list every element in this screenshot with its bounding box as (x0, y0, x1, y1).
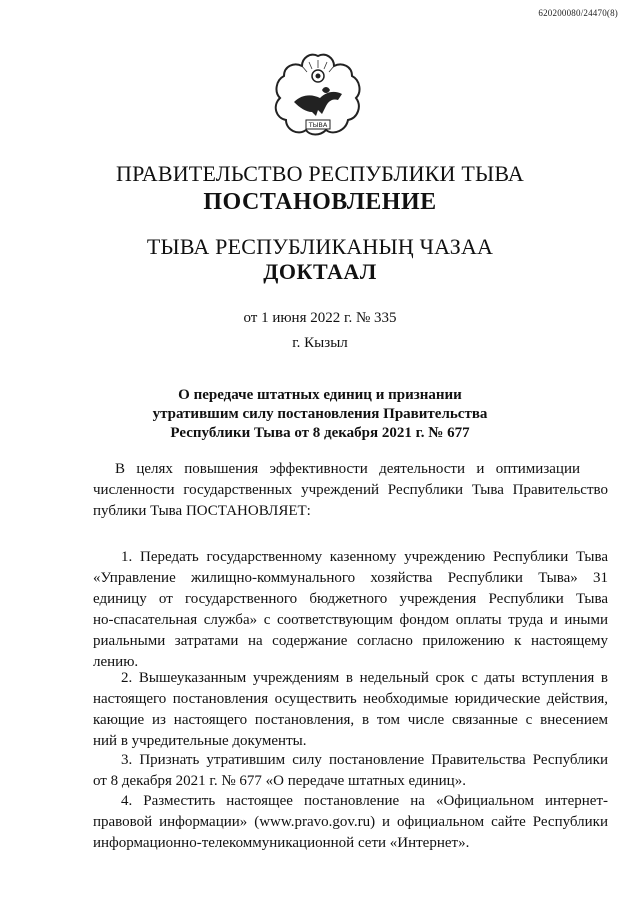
decree-title-tyva: ДОКТААЛ (263, 259, 377, 284)
subject-line: Республики Тыва от 8 декабря 2021 г. № 677 (170, 425, 470, 441)
government-title: ПРАВИТЕЛЬСТВО РЕСПУБЛИКИ ТЫВА (116, 161, 524, 186)
paragraph-line: 2. Вышеуказанным учреждениям в недельный срок с даты вступления в (121, 670, 608, 686)
paragraph-line: лению. (93, 654, 139, 670)
subject-line: утратившим силу постановления Правительства (152, 406, 488, 422)
svg-text:ТЫВА: ТЫВА (308, 121, 328, 129)
item-3-paragraph (93, 750, 608, 792)
paragraph-line: 3. Признать утратившим силу постановление Правительства Республики (121, 752, 608, 768)
item-1-paragraph (93, 547, 608, 673)
paragraph-line: риальными затратами на содержание согласно приложению к настоящему (93, 633, 608, 649)
item-2-paragraph (93, 668, 608, 752)
paragraph-line: 1. Передать государственному казенному учреждению Республики Тыва (121, 549, 608, 565)
paragraph-line: настоящего постановления осуществить необходимые юридические действия, (93, 691, 608, 707)
intro-paragraph (93, 459, 608, 522)
paragraph-line: но-спасательная служба» с соответствующим фондом оплаты труда и иными (93, 612, 608, 628)
document-number: 620200080/24470(8) (538, 8, 618, 18)
paragraph-line: численности государственных учреждений Республики Тыва Правительство (93, 482, 608, 498)
decree-subject (150, 386, 490, 443)
government-title-tyva: ТЫВА РЕСПУБЛИКАНЫҢ ЧАЗАА (146, 234, 494, 259)
paragraph-line: 4. Разместить настоящее постановление на «Официальном интернет- (121, 793, 608, 809)
paragraph-line: публики Тыва ПОСТАНОВЛЯЕТ: (93, 503, 311, 519)
paragraph-line: информационно-телекоммуникационной сети «Интернет». (93, 835, 470, 851)
decree-city: г. Кызыл (292, 335, 348, 351)
paragraph-line: ний в учредительные документы. (93, 733, 307, 749)
tyva-emblem-icon (272, 50, 364, 142)
paragraph-line: В целях повышения эффективности деятельности и оптимизации (115, 461, 580, 477)
paragraph-line: правовой информации» (www.pravo.gov.ru) и официальном сайте Республики (93, 814, 608, 830)
decree-title: ПОСТАНОВЛЕНИЕ (203, 189, 437, 215)
item-4-paragraph (93, 791, 608, 854)
paragraph-line: кающие из настоящего постановления, в том числе связанные с внесением (93, 712, 608, 728)
paragraph-line: от 8 декабря 2021 г. № 677 «О передаче штатных единиц». (93, 773, 466, 789)
paragraph-line: «Управление жилищно-коммунального хозяйства Республики Тыва» 31 (93, 570, 608, 586)
paragraph-line: единицу от государственного бюджетного учреждения Республики Тыва (93, 591, 608, 607)
subject-line: О передаче штатных единиц и признании (178, 387, 462, 403)
decree-date: от 1 июня 2022 г. № 335 (243, 310, 397, 326)
